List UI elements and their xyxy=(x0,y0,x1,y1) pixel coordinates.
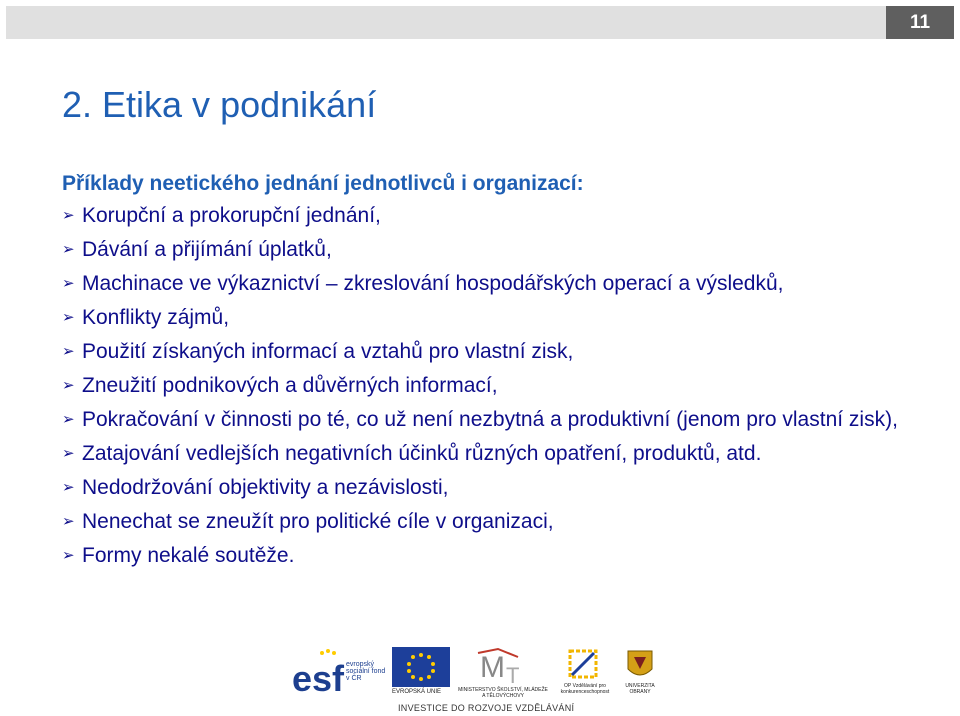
bullet-text: Nedodržování objektivity a nezávislosti, xyxy=(82,476,449,499)
bullet-item xyxy=(62,472,952,503)
bullet-text: Nenechat se zneužít pro politické cíle v organizaci, xyxy=(82,510,554,533)
bullet-text: Pokračování v činnosti po té, co už není nezbytná a produktivní (jenom pro vlastní zisk), xyxy=(82,408,898,431)
slide-content xyxy=(62,172,952,574)
arrow-bullet-icon: ➢ xyxy=(62,377,75,394)
arrow-bullet-icon: ➢ xyxy=(62,479,75,496)
bullet-item xyxy=(62,370,952,401)
bullet-item xyxy=(62,234,952,265)
bullet-item xyxy=(62,336,952,367)
bullet-text: Použití získaných informací a vztahů pro vlastní zisk, xyxy=(82,340,574,363)
eu-label: EVROPSKÁ UNIE xyxy=(392,689,442,695)
esf-label: evropský sociální fond v ČR xyxy=(346,661,386,682)
bullet-item xyxy=(62,268,952,299)
university-logo xyxy=(620,647,660,699)
bullet-item xyxy=(62,540,952,571)
bullet-text: Korupční a prokorupční jednání, xyxy=(82,204,381,227)
arrow-bullet-icon: ➢ xyxy=(62,275,75,292)
funding-logos xyxy=(292,647,662,709)
bullet-item xyxy=(62,302,952,333)
bullet-text: Machinace ve výkaznictví – zkreslování hospodářských operací a výsledků, xyxy=(82,272,784,295)
arrow-bullet-icon: ➢ xyxy=(62,343,75,360)
arrow-bullet-icon: ➢ xyxy=(62,207,75,224)
svg-text:esf: esf xyxy=(292,658,345,699)
arrow-bullet-icon: ➢ xyxy=(62,411,75,428)
arrow-bullet-icon: ➢ xyxy=(62,309,75,326)
msmt-label: MINISTERSTVO ŠKOLSTVÍ, MLÁDEŽE A TĚLOVÝCHOVY xyxy=(458,687,548,699)
bullet-text: Dávání a přijímání úplatků, xyxy=(82,238,332,261)
svg-text:M: M xyxy=(480,651,505,684)
op-vk-logo xyxy=(554,647,616,699)
bullet-item xyxy=(62,506,952,537)
bullet-item xyxy=(62,200,952,231)
bullet-item xyxy=(62,438,952,469)
top-bar xyxy=(6,6,954,39)
svg-text:T: T xyxy=(506,663,520,687)
page-number: 11 xyxy=(886,6,954,39)
slide-title: 2. Etika v podnikání xyxy=(62,84,377,125)
arrow-bullet-icon: ➢ xyxy=(62,445,75,462)
bullet-text: Zneužití podnikových a důvěrných informací, xyxy=(82,374,498,397)
bullet-text: Formy nekalé soutěže. xyxy=(82,544,295,567)
footer-caption: INVESTICE DO ROZVOJE VZDĚLÁVÁNÍ xyxy=(398,703,575,713)
eu-flag-logo xyxy=(392,647,450,699)
arrow-bullet-icon: ➢ xyxy=(62,241,75,258)
msmt-logo xyxy=(458,647,548,699)
university-label: UNIVERZITA OBRANY xyxy=(625,683,655,695)
bullet-list xyxy=(62,200,952,571)
bullet-text: Zatajování vedlejších negativních účinků různých opatření, produktů, atd. xyxy=(82,442,762,465)
bullet-item xyxy=(62,404,952,435)
esf-logo xyxy=(292,647,388,699)
slide-subtitle: Příklady neetického jednání jednotlivců i organizací: xyxy=(62,172,584,195)
op-vk-label: OP Vzdělávání pro konkurenceschopnost xyxy=(560,683,610,695)
arrow-bullet-icon: ➢ xyxy=(62,547,75,564)
bullet-text: Konflikty zájmů, xyxy=(82,306,230,329)
arrow-bullet-icon: ➢ xyxy=(62,513,75,530)
